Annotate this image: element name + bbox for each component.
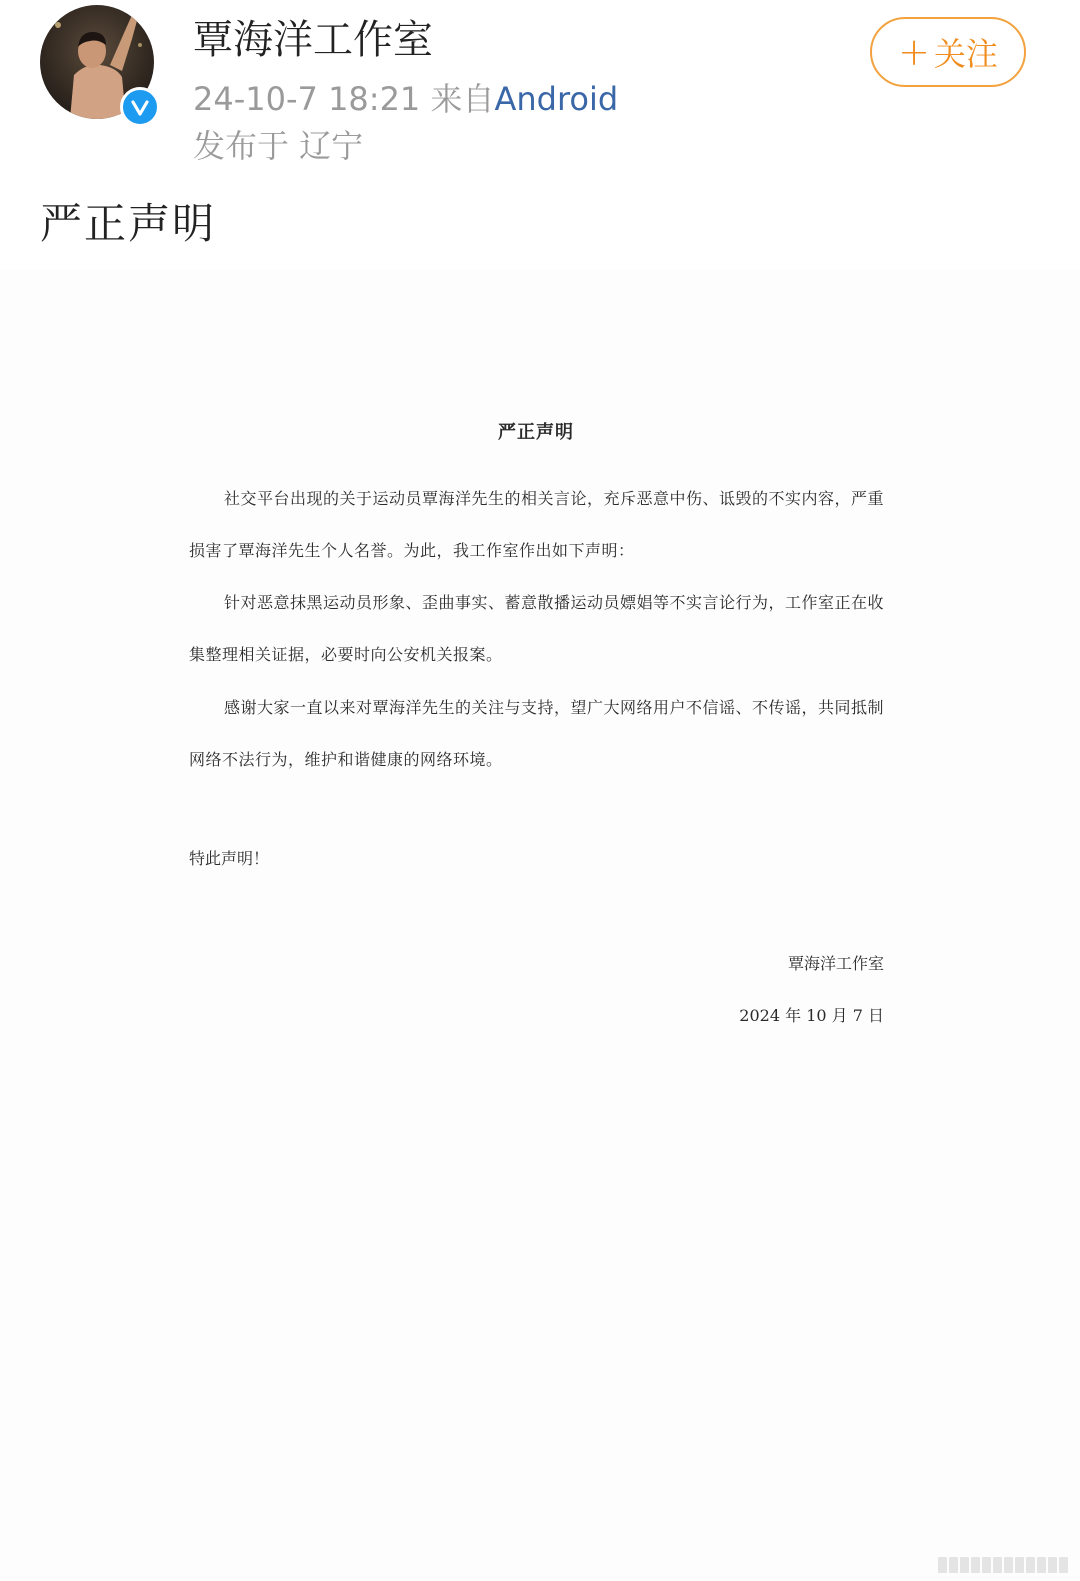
post-timestamp: 24-10-7 18:21 [193,80,421,118]
statement-paragraph-2 [189,577,884,681]
watermark [938,1557,1068,1573]
statement-paragraph-3 [189,682,884,786]
verified-check-icon [120,87,160,127]
statement-paragraph-3-text: 感谢大家一直以来对覃海洋先生的关注与支持，望广大网络用户不信谣、不传谣，共同抵制网络不法行为，维护和谐健康的网络环境。 [189,698,885,769]
statement-signature: 覃海洋工作室 [787,954,884,973]
statement-image[interactable] [0,270,1080,1581]
statement-paragraph-1 [189,473,884,577]
statement-title: 严正声明 [498,422,574,443]
avatar[interactable] [40,5,154,119]
follow-button[interactable] [870,17,1026,87]
statement-paragraph-1-text: 社交平台出现的关于运动员覃海洋先生的相关言论，充斥恶意中伤、诋毁的不实内容，严重损害了覃海洋先生个人名誉。为此，我工作室作出如下声明： [189,489,885,560]
post-meta [193,78,618,120]
post-location: 发布于 辽宁 [193,127,364,165]
post-source[interactable]: Android [494,80,619,118]
source-prefix: 来自 [430,80,495,118]
post-header [0,0,1080,180]
plus-icon: + [898,30,930,74]
statement-paragraph-2-text: 针对恶意抹黑运动员形象、歪曲事实、蓄意散播运动员嫖娼等不实言论行为，工作室正在收集整理相关证据，必要时向公安机关报案。 [189,593,885,664]
follow-label: 关注 [933,35,998,73]
statement-date: 2024 年 10 月 7 日 [739,1006,884,1025]
post-text: 严正声明 [40,199,217,248]
account-name[interactable]: 覃海洋工作室 [193,17,433,63]
statement-closing: 特此声明！ [189,849,270,868]
